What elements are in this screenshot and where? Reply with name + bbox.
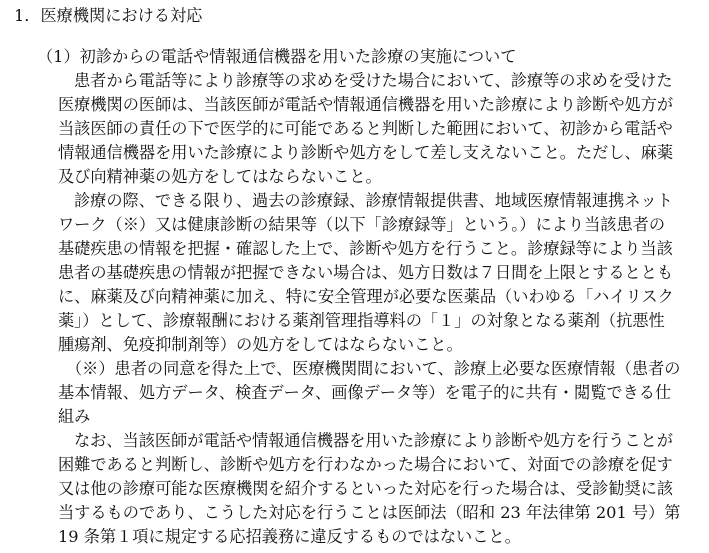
paragraph-1-line-4: 情報通信機器を用いた診療により診断や処方をして差し支えないこと。ただし、麻薬 [58, 143, 674, 162]
paragraph-2-line-5: に、麻薬及び向精神薬に加え、特に安全管理が必要な医薬品（いわゆる「ハイリスク [58, 287, 674, 306]
paragraph-1-line-5: 及び向精神薬の処方をしてはならないこと。 [58, 167, 382, 186]
paragraph-4-line-2: 困難であると判断し、診断や処方を行わなかった場合において、対面での診療を促す [58, 455, 673, 474]
paragraph-4-line-5: 19 条第１項に規定する応招義務に違反するものではないこと。 [58, 527, 521, 546]
paragraph-2-line-2: ワーク（※）又は健康診断の結果等（以下「診療録等」という。）により当該患者の [58, 215, 666, 234]
note-line-3: 組み [58, 407, 91, 426]
paragraph-4-line-4: 当するものであり、こうした対応を行うことは医師法（昭和 23 年法律第 201 号）第 [58, 503, 681, 522]
paragraph-2-line-4: 患者の基礎疾患の情報が把握できない場合は、処方日数は７日間を上限とするととも [58, 263, 674, 282]
paragraph-1-line-1: 患者から電話等により診療等の求めを受けた場合において、診療等の求めを受けた [74, 71, 673, 90]
note-line-2: 基本情報、処方データ、検査データ、画像データ等）を電子的に共有・閲覧できる仕 [58, 383, 672, 402]
paragraph-2-line-7: 腫瘍剤、免疫抑制剤等）の処方をしてはならないこと。 [58, 335, 463, 354]
paragraph-2-line-1: 診療の際、できる限り、過去の診療録、診療情報提供書、地域医療情報連携ネット [74, 191, 673, 210]
paragraph-4-line-1: なお、当該医師が電話や情報通信機器を用いた診療により診断や処方を行うことが [74, 431, 673, 450]
paragraph-4-line-3: 又は他の診療可能な医療機関を紹介するといった対応を行った場合は、受診勧奨に該 [58, 479, 674, 498]
note-line-1: （※）患者の同意を得た上で、医療機関間において、診療上必要な医療情報（患者の [66, 359, 681, 378]
subsection-heading: （1）初診からの電話や情報通信機器を用いた診療の実施について [37, 47, 517, 66]
paragraph-2-line-6: 薬」）として、診療報酬における薬剤管理指導料の「１」の対象となる薬剤（抗悪性 [58, 311, 665, 330]
paragraph-1-line-3: 当該医師の責任の下で医学的に可能であると判断した範囲において、初診から電話や [58, 119, 673, 138]
paragraph-2-line-3: 基礎疾患の情報を把握・確認した上で、診断や処方を行うこと。診療録等により当該 [58, 239, 673, 258]
paragraph-1-line-2: 医療機関の医師は、当該医師が電話や情報通信機器を用いた診療により診断や処方が [58, 95, 674, 114]
section-heading: 1．医療機関における対応 [14, 6, 203, 25]
